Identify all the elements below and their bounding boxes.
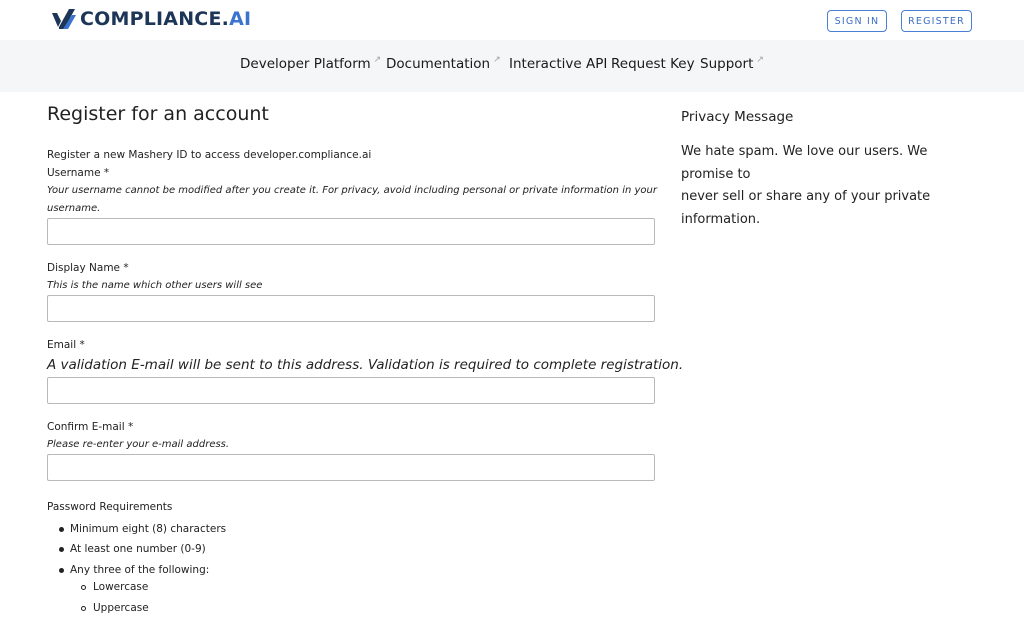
privacy-message-line: never sell or share any of your private — [681, 189, 931, 204]
top-bar — [0, 0, 1024, 40]
register-button[interactable]: REGISTER — [901, 10, 972, 32]
confirm-email-help: Please re-enter your e-mail address. — [47, 439, 230, 450]
username-help-line1: Your username cannot be modified after you create it. For privacy, avoid including personal or private information in your — [47, 185, 657, 196]
logo-text — [80, 8, 251, 30]
password-requirements-title: Password Requirements — [47, 501, 173, 513]
nav-item-label: Request Key — [611, 56, 695, 72]
username-help-line2: username. — [47, 203, 101, 214]
external-link-icon: ↗ — [493, 55, 501, 65]
nav-item-label: Support — [700, 56, 754, 72]
privacy-message-line: information. — [681, 211, 761, 227]
external-link-icon: ↗ — [373, 55, 382, 65]
nav-item-interactive-api[interactable] — [509, 56, 607, 72]
bullet-icon — [59, 547, 64, 552]
password-requirement-subitem: Lowercase — [93, 581, 149, 593]
privacy-message-text — [681, 141, 981, 231]
password-requirement-item: At least one number (0-9) — [70, 543, 206, 555]
nav-item-request-key[interactable] — [611, 56, 695, 72]
email-label: Email * — [47, 339, 85, 351]
confirm-email-input[interactable] — [47, 454, 655, 481]
sign-in-button[interactable]: SIGN IN — [827, 10, 887, 32]
circle-bullet-icon — [81, 606, 86, 611]
email-input[interactable] — [47, 377, 655, 404]
password-requirement-subitem: Uppercase — [93, 602, 149, 614]
email-help: A validation E-mail will be sent to this address. Validation is required to complete registration. — [47, 357, 684, 373]
confirm-email-label: Confirm E-mail * — [47, 421, 134, 433]
nav-item-label: Documentation — [386, 56, 491, 72]
nav-item-label: Interactive API — [509, 56, 608, 72]
external-link-icon: ↗ — [756, 55, 764, 65]
page-title: Register for an account — [47, 103, 269, 125]
logo-text-accent: AI — [229, 8, 252, 30]
password-requirement-item: Any three of the following: — [70, 564, 210, 576]
logo-text-main: COMPLIANCE. — [80, 8, 230, 30]
display-name-input[interactable] — [47, 295, 655, 322]
nav-item-developer-platform[interactable] — [240, 56, 381, 72]
password-requirement-item: Minimum eight (8) characters — [70, 523, 227, 535]
username-input[interactable] — [47, 218, 655, 245]
logo-mark-icon — [50, 7, 76, 31]
intro-text: Register a new Mashery ID to access developer.compliance.ai — [47, 149, 372, 161]
bullet-icon — [59, 568, 64, 573]
nav-item-documentation[interactable] — [386, 56, 501, 72]
circle-bullet-icon — [81, 585, 86, 590]
privacy-message-line: We hate spam. We love our users. We promise to — [681, 144, 928, 182]
nav-item-label: Developer Platform — [240, 56, 371, 72]
display-name-label: Display Name * — [47, 262, 129, 274]
nav-bar — [0, 40, 1024, 92]
bullet-icon — [59, 527, 64, 532]
logo[interactable] — [50, 7, 251, 31]
nav-item-support[interactable] — [700, 56, 764, 72]
username-label: Username * — [47, 167, 110, 179]
display-name-help: This is the name which other users will see — [47, 280, 263, 291]
privacy-message-title: Privacy Message — [681, 109, 794, 125]
